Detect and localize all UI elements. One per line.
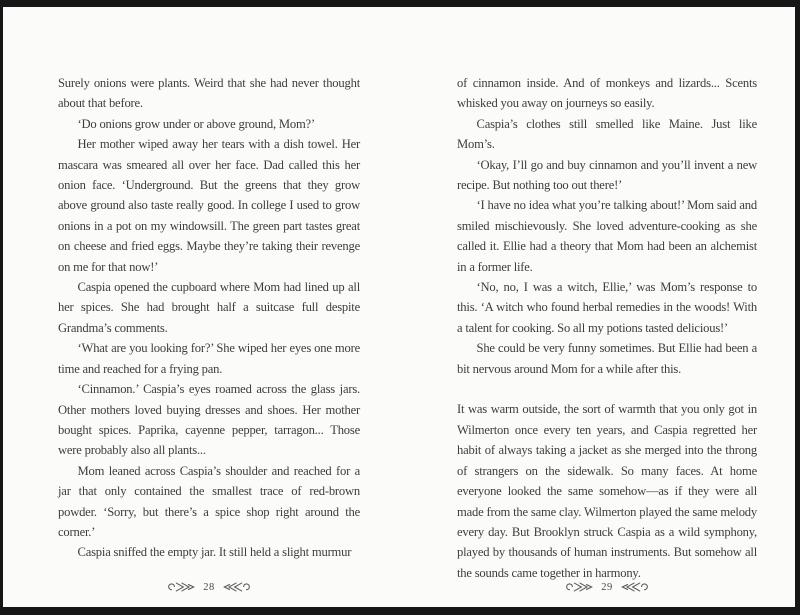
page-left-footer [58, 580, 360, 594]
laurel-sprig-icon [222, 580, 252, 594]
paragraph: She could be very funny sometimes. But Ellie had been a bit nervous around Mom for a while after this. [457, 341, 757, 376]
page-right-text [457, 7, 757, 583]
paragraph: ‘No, no, I was a witch, Ellie,’ was Mom’s response to this. ‘A witch who found herbal remedies in the woods! With a talent for cooking. So all my potions tasted delicious!’ [457, 280, 757, 335]
page-left-text [58, 7, 360, 563]
page-number: 29 [601, 581, 613, 593]
paragraph: ‘What are you looking for?’ She wiped her eyes one more time and reached for a frying pan. [58, 341, 360, 376]
paragraph: ‘I have no idea what you’re talking about!’ Mom said and smiled mischievously. She loved adventure-cooking as she called it. Ellie had a theory that Mom had been an alchemist in a former life. [457, 198, 757, 274]
paragraph: Caspia opened the cupboard where Mom had lined up all her spices. She had brought half a suitcase full despite Grandma’s comments. [58, 280, 360, 335]
paragraph: of cinnamon inside. And of monkeys and lizards... Scents whisked you away on journeys so easily. [457, 76, 757, 111]
paragraph: ‘Cinnamon.’ Caspia’s eyes roamed across the glass jars. Other mothers loved buying dresses and shoes. Her mother bought spices. Paprika, cayenne pepper, tarragon... Those were probably also all plants... [58, 382, 360, 458]
laurel-sprig-icon [166, 580, 196, 594]
paragraph: ‘Okay, I’ll go and buy cinnamon and you’ll invent a new recipe. But nothing too out there!’ [457, 157, 757, 193]
laurel-sprig-icon [620, 580, 650, 594]
paragraph: Her mother wiped away her tears with a dish towel. Her mascara was smeared all over her face. Dad called this her onion face. ‘Underground. But the greens that they grow above ground also taste really good. In college I used to grow onions in a pot on my windowsill. The green part tastes great on cheese and fried eggs. Maybe they’re taking their revenge on me for that now!’ [58, 137, 360, 274]
laurel-sprig-icon [564, 580, 594, 594]
page-right-footer [457, 580, 757, 594]
paragraph: Mom leaned across Caspia’s shoulder and reached for a jar that only contained the smallest trace of red-brown powder. ‘Sorry, but there’s a spice shop right around the corner.’ [58, 463, 360, 539]
paragraph: ‘Do onions grow under or above ground, Mom?’ [77, 116, 315, 131]
paragraph: Surely onions were plants. Weird that she had never thought about that before. [58, 76, 360, 111]
paragraph: It was warm outside, the sort of warmth that you only got in Wilmerton once every ten years, and Caspia regretted her habit of always taking a jacket as she merged into the throng of strangers on the sidewalk. So many faces. At home everyone looked the same somehow—as if they were all made from the same clay. Wilmerton played the same melody every day. But Brooklyn struck Caspia as a wild symphony, played by thousands of human instruments. But somehow all the sounds came together in harmony. [457, 402, 757, 580]
page-left [58, 7, 360, 607]
page-right [457, 7, 757, 607]
paragraph: Caspia sniffed the empty jar. It still held a slight murmur [77, 545, 352, 560]
page-number: 28 [203, 581, 215, 593]
paragraph: Caspia’s clothes still smelled like Maine. Just like Mom’s. [457, 116, 757, 152]
